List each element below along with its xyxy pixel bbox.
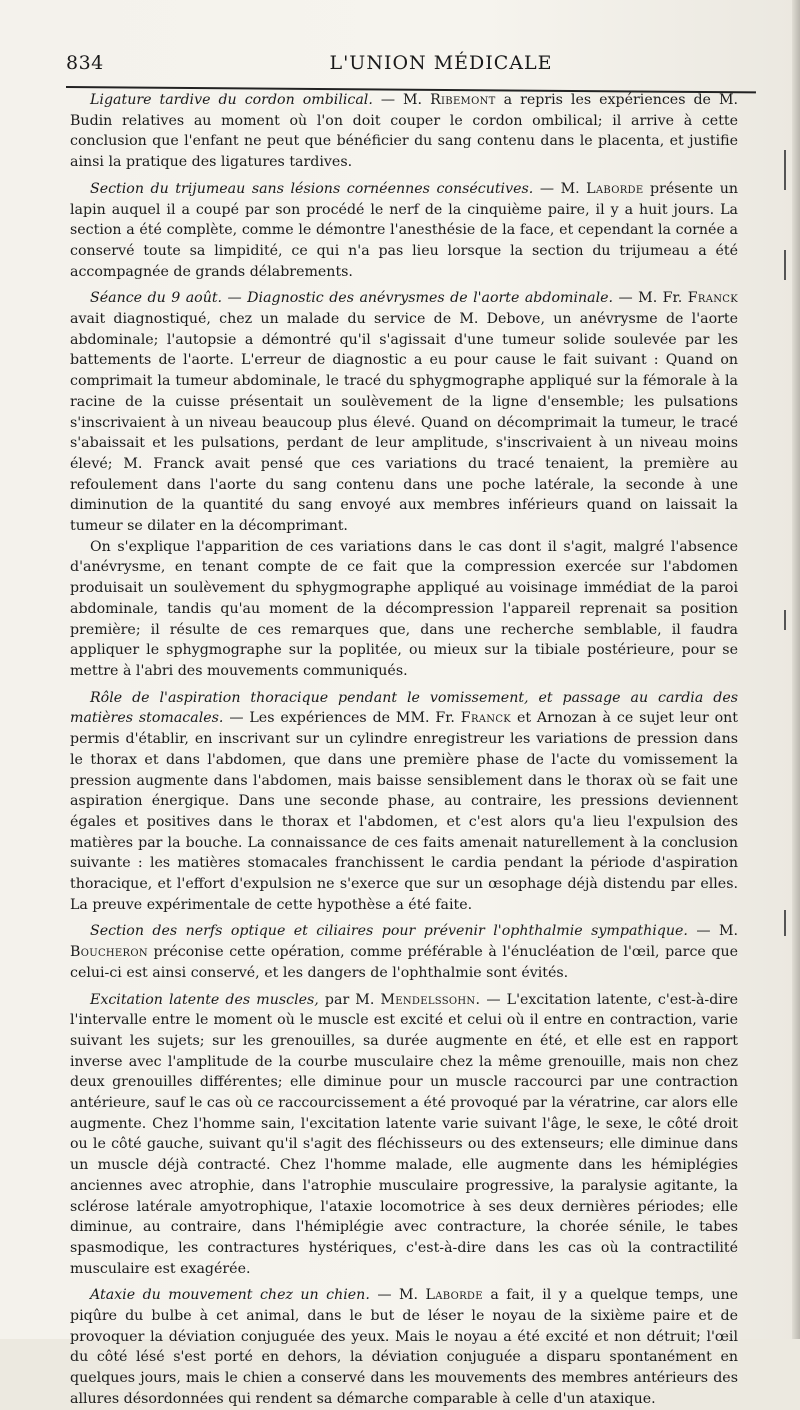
page-edge: [792, 0, 800, 1339]
paragraph-dash: — M.: [372, 92, 431, 108]
binding-mark: [784, 150, 786, 190]
binding-mark: [784, 910, 786, 936]
paragraph-title: Section des nerfs optique et ciliaires pour prévenir l'ophthalmie sympathique.: [90, 923, 688, 940]
paragraph-dash: — M. Fr.: [613, 290, 688, 307]
paragraph-text: présente un lapin auquel il a coupé par son procédé le nerf de la cinquième paire, il y a huit jours. La section a été complète, comme le démontre l'anesthésie de la face, et cependant la cornée a conservé toute sa limpidité, ce qui n'a pas lieu lorsque la section du trijumeau a été accompagnée de grands délabrements.: [70, 180, 738, 280]
paragraph-dash: — M.: [369, 1287, 426, 1304]
author-name: Ribemont: [430, 92, 496, 108]
paragraph-ataxie: [70, 1285, 738, 1409]
paragraph-explication: [70, 537, 738, 682]
paragraph-dash: — M.: [533, 180, 587, 197]
paragraph-nerfs-optique: [70, 921, 738, 983]
journal-title: L'UNION MÉDICALE: [329, 52, 553, 74]
author-name: Mendelssohn.: [380, 991, 481, 1008]
paragraph-title: Rôle de l'aspiration thoracique pendant le vomissement, et passage au cardia des matières stomacales.: [70, 689, 738, 727]
author-name: Franck: [687, 290, 738, 307]
paragraph-title: Section du trijumeau sans lésions cornéennes consécutives.: [90, 180, 534, 197]
author-name: Franck: [460, 710, 512, 727]
paragraph-anevrysmes: [70, 288, 738, 536]
paragraph-title: Séance du 9 août. — Diagnostic des anévrysmes de l'aorte abdominale.: [90, 290, 614, 307]
paragraph-dash: — M.: [687, 923, 738, 940]
page-header: [66, 52, 756, 78]
author-name: Laborde: [425, 1287, 483, 1304]
binding-mark: [784, 610, 786, 630]
paragraph-text: a repris les expériences de M. Budin relatives au moment où l'on doit couper le cordon ombilical; il arrive à cette conclusion que l'enfant ne peut que bénéficier du sang contenu dans le placenta, et justifie ainsi la pratique des ligatures tardives.: [70, 92, 738, 171]
text-column: [70, 90, 738, 1410]
paragraph-text: a fait, il y a quelque temps, une piqûre du bulbe à cet animal, dans le but de léser le noyau de la sixième paire et de provoquer la déviation conjuguée des yeux. Mais le noyau a été excité et non détruit; l'œil du côté lésé s'est porté en dehors, la déviation conjuguée a disparu spontanément en quelques jours, mais le chien a conservé dans les mouvements des membres antérieurs des allures désordonnées qui rendent sa démarche comparable à celle d'un ataxique.: [70, 1287, 739, 1407]
author-name: Laborde: [586, 180, 644, 197]
paragraph-text: et Arnozan à ce sujet leur ont permis d'établir, en inscrivant sur un cylindre enregistreur les variations de pression dans le thorax et dans l'abdomen, que dans une première phase de l'acte du vomissement la pression augmente dans l'abdomen, mais baisse sensiblement dans le thorax où se fait une aspiration énergique. Dans une seconde phase, au contraire, les pressions deviennent égales et positives dans le thorax et l'abdomen, et c'est alors qu'a lieu l'expulsion des matières par la bouche. La connaissance de ces faits amenait naturellement à la conclusion suivante : les matières stomacales franchissent le cardia pendant la période d'aspiration thoracique, et l'effort d'expulsion ne s'exerce que sur un œsophage déjà distendu par elles. La preuve expérimentale de cette hypothèse a été faite.: [70, 710, 738, 913]
page-number: 834: [66, 52, 104, 74]
paragraph-aspiration: [70, 688, 738, 916]
paragraph-title: Ataxie du mouvement chez un chien.: [90, 1287, 370, 1304]
paragraph-title: Ligature tardive du cordon ombilical.: [90, 92, 373, 108]
paragraph-ligature: [70, 90, 738, 173]
binding-marks: [784, 0, 790, 1339]
paragraph-text: — L'excitation latente, c'est-à-dire l'intervalle entre le moment où le muscle est excité et celui où il entre en contraction, varie suivant les sujets; sur les grenouilles, sa durée augmente en été, et elle est en rapport inverse avec l'amplitude de la courbe musculaire chez la même grenouille, mais non chez deux grenouilles différentes; elle diminue pour un muscle raccourci par une contraction antérieure, sauf le cas où ce raccourcissement a été provoqué par la vératrine, car alors elle augmente. Chez l'homme sain, l'excitation latente varie suivant l'âge, le sexe, le côté droit ou le côté gauche, suivant qu'il s'agit des fléchisseurs ou des extenseurs; elle diminue dans un muscle déjà contracté. Chez l'homme malade, elle augmente dans les hémiplégies anciennes avec atrophie, dans l'atrophie musculaire progressive, la paralysie agitante, la sclérose latérale amyotrophique, l'ataxie locomotrice à ses deux dernières périodes; elle diminue, au contraire, dans l'hémiplégie avec contracture, la chorée sénile, le tabes spasmodique, les contractures hystériques, c'est-à-dire dans les cas où la contractilité musculaire est exagérée.: [70, 991, 739, 1277]
paragraph-dash: par M.: [318, 991, 381, 1008]
paragraph-title: Excitation latente des muscles,: [90, 991, 319, 1008]
paragraph-text: avait diagnostiqué, chez un malade du service de M. Debove, un anévrysme de l'aorte abdominale; l'autopsie a démontré qu'il s'agissait d'une tumeur solide soulevée par les battements de l'aorte. L'erreur de diagnostic a eu pour cause le fait suivant : Quand on comprimait la tumeur abdominale, le tracé du sphygmographe appliqué sur la fémorale à la racine de la cuisse présentait un soulèvement de la ligne d'ensemble; les pulsations s'inscrivaient à un niveau beaucoup plus élevé. Quand on décomprimait la tumeur, le tracé s'abaissait et les pulsations, perdant de leur amplitude, s'inscrivaient à un niveau moins élevé; M. Franck avait pensé que ces variations du tracé tenaient, la première au refoulement dans l'aorte du sang contenu dans une poche latérale, la seconde à une diminution de la quantité du sang envoyé aux membres inférieurs quand on laissait la tumeur se dilater en la décomprimant.: [70, 311, 738, 535]
paragraph-excitation: [70, 990, 738, 1280]
paragraph-trijumeau: [70, 179, 738, 283]
paragraph-text: On s'explique l'apparition de ces variations dans le cas dont il s'agit, malgré l'absence d'anévrysme, en tenant compte de ce fait que la compression exercée sur l'abdomen produisait un soulèvement du sphygmographe appliqué au voisinage immédiat de la paroi abdominale, tandis qu'au moment de la décompression l'appareil reprenait sa position première; il résulte de ces remarques que, dans une recherche semblable, il faudra appliquer le sphygmographe sur la poplitée, ou mieux sur la tibiale postérieure, pour se mettre à l'abri des mouvements communiqués.: [70, 538, 738, 679]
author-name: Boucheron: [70, 944, 148, 961]
paragraph-dash: — Les expériences de MM. Fr.: [223, 710, 461, 727]
binding-mark: [784, 250, 786, 280]
paragraph-text: préconise cette opération, comme préférable à l'énucléation de l'œil, parce que celui-ci est ainsi conservé, et les dangers de l'ophthalmie sont évités.: [70, 944, 738, 981]
